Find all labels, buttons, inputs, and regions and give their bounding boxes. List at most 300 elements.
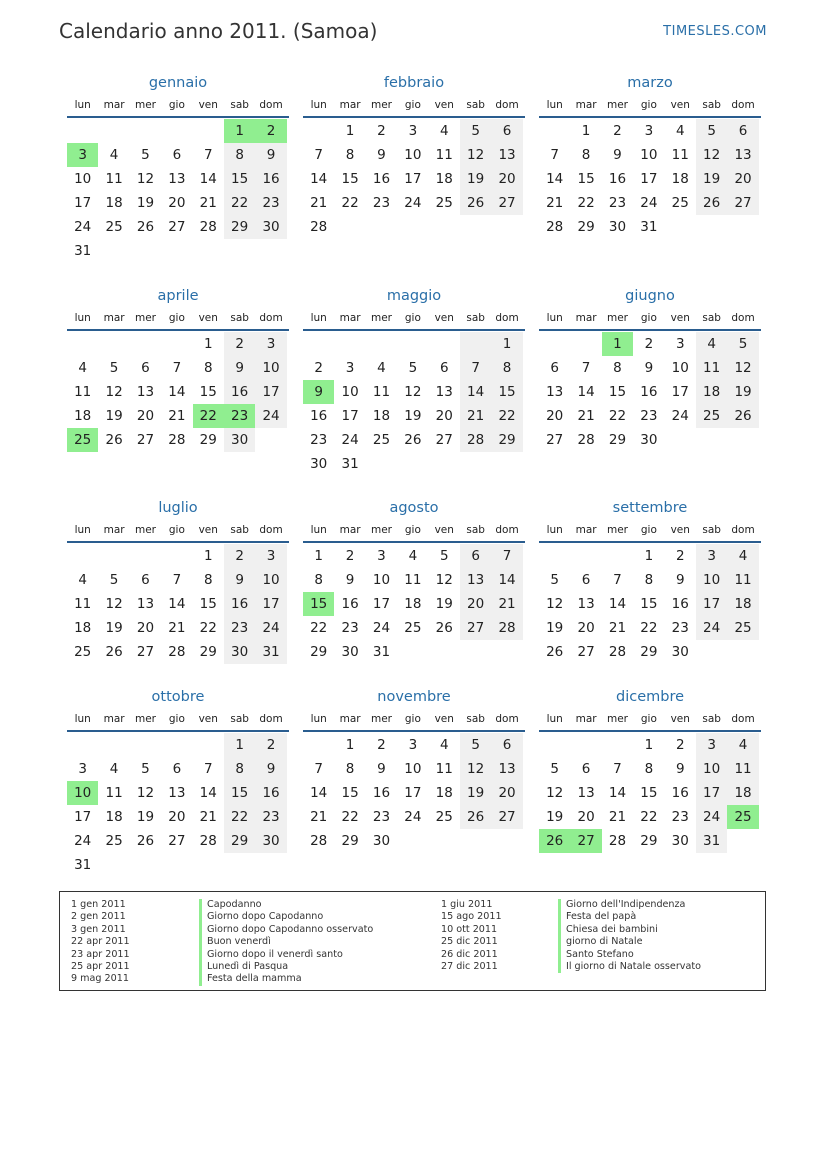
- day-cell: 1: [644, 548, 654, 564]
- empty-cell: [130, 733, 161, 757]
- day-cell: 6: [439, 360, 449, 376]
- empty-cell: [397, 829, 428, 853]
- day-cell: 18: [435, 171, 453, 187]
- month-dicembre: [539, 686, 761, 853]
- day-cell: 27: [577, 644, 595, 660]
- empty-cell: [130, 332, 161, 356]
- day-cell: 12: [696, 143, 727, 167]
- day-cell: 9: [613, 147, 622, 163]
- day-cell: 2: [377, 737, 386, 753]
- day-cell: 19: [136, 809, 155, 825]
- weekday-label: dom: [731, 99, 755, 111]
- day-cell: 30: [224, 640, 255, 664]
- day-cell: 4: [727, 544, 758, 568]
- weekday-label: ven: [198, 99, 218, 111]
- day-cell: 25: [435, 195, 453, 211]
- legend-dates-right: [441, 899, 502, 973]
- weekday-label: gio: [404, 713, 421, 725]
- day-cell: 25: [404, 620, 422, 636]
- day-cell: 18: [727, 592, 758, 616]
- day-cell: 8: [224, 757, 255, 781]
- day-grid: [67, 332, 289, 452]
- day-cell: 29: [199, 432, 217, 448]
- day-cell: 13: [435, 384, 453, 400]
- day-cell: 23: [608, 195, 627, 211]
- day-cell: 26: [404, 432, 422, 448]
- weekday-label: sab: [466, 99, 485, 111]
- weekday-label: ven: [434, 713, 454, 725]
- day-cell: 6: [550, 360, 559, 376]
- day-cell: 10: [372, 572, 391, 588]
- day-cell: 27: [168, 219, 186, 235]
- day-cell: 12: [546, 596, 564, 612]
- day-cell: 20: [460, 592, 491, 616]
- empty-cell: [727, 640, 758, 664]
- day-cell: 25: [105, 219, 123, 235]
- month-name: gennaio: [148, 75, 208, 91]
- day-cell: 19: [546, 620, 564, 636]
- day-cell: 16: [224, 592, 255, 616]
- empty-cell: [397, 640, 428, 664]
- weekday-header: [303, 307, 525, 331]
- day-cell: 20: [168, 809, 186, 825]
- day-cell: 30: [608, 219, 627, 235]
- empty-cell: [193, 239, 224, 263]
- day-cell: 15: [491, 380, 522, 404]
- day-cell: 19: [546, 809, 564, 825]
- day-cell: 5: [141, 761, 150, 777]
- day-cell: 26: [435, 620, 453, 636]
- day-cell: 22: [224, 191, 255, 215]
- month-febbraio: [303, 72, 525, 239]
- legend-holiday-name: Capodanno: [199, 899, 373, 911]
- day-cell: 7: [203, 761, 213, 777]
- empty-cell: [161, 544, 192, 568]
- day-cell: 7: [460, 356, 491, 380]
- day-cell: 9: [675, 761, 685, 777]
- day-cell: 28: [546, 219, 564, 235]
- legend-date: 1 gen 2011: [71, 899, 126, 910]
- day-cell: 1: [345, 737, 355, 753]
- day-cell: 11: [435, 147, 453, 163]
- empty-cell: [366, 332, 397, 356]
- day-cell: 22: [640, 620, 658, 636]
- empty-cell: [727, 215, 758, 239]
- day-cell: 19: [696, 167, 727, 191]
- weekday-label: sab: [466, 312, 485, 324]
- month-ottobre: [67, 686, 289, 877]
- holiday-legend: [59, 891, 766, 991]
- day-cell: 10: [696, 757, 727, 781]
- day-cell: 11: [696, 356, 727, 380]
- day-cell: 27: [435, 432, 453, 448]
- day-cell: 14: [199, 785, 217, 801]
- day-cell: 16: [255, 781, 286, 805]
- weekday-label: mer: [370, 99, 392, 111]
- day-cell: 7: [491, 544, 522, 568]
- day-cell: 28: [310, 219, 328, 235]
- empty-cell: [397, 452, 428, 476]
- day-cell: 27: [727, 191, 758, 215]
- empty-cell: [224, 239, 255, 263]
- month-maggio: [303, 285, 525, 476]
- weekday-label: mar: [103, 713, 125, 725]
- day-cell: 5: [460, 119, 491, 143]
- empty-cell: [98, 239, 129, 263]
- day-cell: 1: [203, 336, 213, 352]
- day-cell: 6: [141, 572, 150, 588]
- day-cell: 19: [727, 380, 758, 404]
- day-cell: 13: [168, 785, 186, 801]
- day-cell: 21: [168, 408, 186, 424]
- weekday-label: mar: [575, 99, 597, 111]
- legend-date: 22 apr 2011: [71, 936, 130, 948]
- weekday-label: dom: [495, 99, 519, 111]
- day-cell: 24: [74, 833, 92, 849]
- day-cell: 1: [345, 123, 355, 139]
- legend-date: 23 apr 2011: [71, 948, 130, 960]
- day-cell: 7: [314, 147, 323, 163]
- day-cell: 14: [577, 384, 595, 400]
- month-name: ottobre: [151, 689, 205, 705]
- day-cell: 24: [404, 809, 422, 825]
- weekday-label: dom: [259, 99, 283, 111]
- day-cell: 19: [404, 408, 422, 424]
- day-cell: 12: [136, 171, 155, 187]
- day-cell: 10: [74, 171, 92, 187]
- day-cell: 11: [372, 384, 391, 400]
- day-cell: 30: [372, 833, 391, 849]
- day-cell: 16: [640, 384, 658, 400]
- day-cell: 15: [199, 596, 217, 612]
- day-cell: 28: [608, 644, 627, 660]
- day-cell: 4: [696, 332, 727, 356]
- day-cell: 18: [105, 195, 123, 211]
- day-cell: 9: [345, 572, 355, 588]
- weekday-label: mar: [339, 312, 361, 324]
- day-cell: 23: [255, 805, 286, 829]
- day-cell: 19: [460, 167, 491, 191]
- legend-names-right: [558, 899, 701, 973]
- day-cell: 29: [640, 833, 658, 849]
- day-cell: 2: [224, 544, 255, 568]
- weekday-header: [303, 519, 525, 543]
- day-cell: 2: [255, 119, 286, 143]
- weekday-label: ven: [434, 99, 454, 111]
- empty-cell: [67, 332, 98, 356]
- legend-date: 15 ago 2011: [441, 911, 502, 923]
- legend-holiday-name: Lunedì di Pasqua: [199, 961, 373, 973]
- day-cell: 25: [372, 432, 391, 448]
- day-cell: 30: [341, 644, 359, 660]
- weekday-label: mar: [575, 524, 597, 536]
- day-cell: 23: [372, 809, 391, 825]
- day-cell: 28: [608, 833, 627, 849]
- empty-cell: [130, 544, 161, 568]
- day-cell: 10: [671, 360, 689, 376]
- day-cell: 4: [109, 147, 119, 163]
- day-cell: 12: [435, 572, 453, 588]
- empty-cell: [460, 829, 491, 853]
- day-cell: 14: [491, 568, 522, 592]
- day-cell: 6: [172, 761, 182, 777]
- day-cell: 22: [577, 195, 595, 211]
- weekday-label: mar: [103, 312, 125, 324]
- day-cell: 13: [460, 568, 491, 592]
- legend-holiday-name: Festa della mamma: [199, 973, 373, 985]
- day-cell: 16: [372, 171, 391, 187]
- month-name: marzo: [627, 75, 673, 91]
- day-cell: 29: [199, 644, 217, 660]
- day-cell: 3: [696, 544, 727, 568]
- day-cell: 22: [224, 805, 255, 829]
- day-cell: 28: [577, 432, 595, 448]
- day-cell: 4: [78, 572, 87, 588]
- empty-cell: [491, 829, 522, 853]
- day-cell: 31: [74, 857, 92, 873]
- day-cell: 26: [696, 191, 727, 215]
- weekday-label: dom: [495, 713, 519, 725]
- day-cell: 19: [105, 620, 123, 636]
- weekday-header: [67, 94, 289, 118]
- day-cell: 5: [550, 572, 559, 588]
- weekday-label: ven: [670, 713, 690, 725]
- legend-dates-left: [71, 899, 130, 986]
- day-cell: 14: [168, 596, 186, 612]
- day-cell: 21: [577, 408, 595, 424]
- day-cell: 26: [546, 644, 564, 660]
- day-cell: 3: [696, 733, 727, 757]
- day-cell: 15: [608, 384, 627, 400]
- day-cell: 24: [74, 219, 92, 235]
- day-cell: 12: [136, 785, 155, 801]
- day-cell: 29: [491, 428, 522, 452]
- day-cell: 19: [435, 596, 453, 612]
- month-name: novembre: [377, 689, 451, 705]
- day-cell: 14: [608, 785, 627, 801]
- day-cell: 15: [577, 171, 595, 187]
- month-name: agosto: [389, 500, 439, 516]
- day-cell: 28: [199, 219, 217, 235]
- day-cell: 12: [105, 384, 123, 400]
- weekday-header: [303, 94, 525, 118]
- empty-cell: [539, 332, 570, 356]
- weekday-label: sab: [702, 524, 721, 536]
- day-cell: 22: [193, 404, 224, 428]
- day-cell: 22: [310, 620, 328, 636]
- empty-cell: [130, 853, 161, 877]
- day-cell: 7: [172, 360, 182, 376]
- day-cell: 20: [577, 620, 595, 636]
- day-cell: 22: [341, 809, 359, 825]
- day-cell: 21: [608, 620, 627, 636]
- day-cell: 13: [727, 143, 758, 167]
- day-cell: 5: [439, 548, 449, 564]
- day-cell: 1: [224, 733, 255, 757]
- day-cell: 9: [675, 572, 685, 588]
- day-cell: 24: [640, 195, 658, 211]
- empty-cell: [460, 640, 491, 664]
- day-cell: 10: [640, 147, 658, 163]
- empty-cell: [67, 733, 98, 757]
- day-cell: 11: [435, 761, 453, 777]
- month-aprile: [67, 285, 289, 452]
- empty-cell: [429, 215, 460, 239]
- day-cell: 26: [136, 219, 155, 235]
- weekday-label: dom: [495, 524, 519, 536]
- day-cell: 2: [675, 548, 685, 564]
- day-cell: 17: [341, 408, 359, 424]
- day-cell: 18: [696, 380, 727, 404]
- legend-holiday-name: Giorno dell'Indipendenza: [558, 899, 701, 911]
- day-cell: 28: [168, 644, 186, 660]
- day-cell: 4: [377, 360, 386, 376]
- weekday-label: dom: [259, 713, 283, 725]
- day-cell: 23: [310, 432, 328, 448]
- weekday-label: lun: [310, 312, 327, 324]
- day-cell: 20: [491, 167, 522, 191]
- weekday-header: [67, 519, 289, 543]
- day-cell: 21: [310, 195, 328, 211]
- day-cell: 30: [671, 644, 689, 660]
- day-cell: 27: [491, 191, 522, 215]
- day-grid: [303, 119, 525, 239]
- weekday-label: dom: [495, 312, 519, 324]
- day-cell: 11: [671, 147, 689, 163]
- empty-cell: [539, 733, 570, 757]
- day-grid: [303, 733, 525, 853]
- weekday-label: mar: [103, 99, 125, 111]
- day-cell: 17: [372, 596, 391, 612]
- weekday-label: mar: [339, 99, 361, 111]
- day-cell: 14: [310, 171, 328, 187]
- day-cell: 11: [727, 568, 758, 592]
- day-cell: 21: [199, 809, 217, 825]
- weekday-label: gio: [168, 524, 185, 536]
- day-cell: 7: [613, 761, 622, 777]
- day-cell: 3: [644, 123, 654, 139]
- empty-cell: [460, 452, 491, 476]
- day-cell: 12: [404, 384, 422, 400]
- site-link[interactable]: TIMESLES.COM: [663, 24, 767, 39]
- empty-cell: [98, 119, 129, 143]
- legend-holiday-name: Giorno dopo Capodanno osservato: [199, 924, 373, 936]
- empty-cell: [602, 733, 633, 757]
- day-cell: 30: [255, 215, 286, 239]
- empty-cell: [696, 215, 727, 239]
- empty-cell: [429, 640, 460, 664]
- day-cell: 26: [727, 404, 758, 428]
- empty-cell: [539, 119, 570, 143]
- day-cell: 15: [224, 167, 255, 191]
- month-name: febbraio: [383, 75, 445, 91]
- day-cell: 29: [310, 644, 328, 660]
- day-cell: 8: [581, 147, 591, 163]
- month-name: settembre: [612, 500, 688, 516]
- day-cell: 1: [491, 332, 522, 356]
- day-grid: [539, 544, 761, 664]
- day-cell: 18: [435, 785, 453, 801]
- day-cell: 25: [696, 404, 727, 428]
- month-settembre: [539, 497, 761, 664]
- day-cell: 15: [199, 384, 217, 400]
- day-cell: 13: [136, 384, 155, 400]
- day-cell: 27: [460, 616, 491, 640]
- day-cell: 18: [105, 809, 123, 825]
- day-cell: 26: [105, 432, 123, 448]
- day-cell: 23: [224, 404, 255, 428]
- weekday-label: mar: [103, 524, 125, 536]
- day-cell: 8: [491, 356, 522, 380]
- empty-cell: [161, 119, 192, 143]
- empty-cell: [397, 332, 428, 356]
- empty-cell: [161, 239, 192, 263]
- day-cell: 11: [727, 757, 758, 781]
- day-cell: 4: [439, 737, 449, 753]
- day-cell: 30: [671, 833, 689, 849]
- day-cell: 3: [67, 143, 98, 167]
- weekday-label: gio: [168, 713, 185, 725]
- day-cell: 7: [581, 360, 591, 376]
- empty-cell: [98, 332, 129, 356]
- empty-cell: [98, 544, 129, 568]
- day-cell: 16: [224, 380, 255, 404]
- empty-cell: [161, 332, 192, 356]
- weekday-label: gio: [168, 312, 185, 324]
- day-cell: 3: [255, 544, 286, 568]
- day-cell: 13: [546, 384, 564, 400]
- month-novembre: [303, 686, 525, 853]
- day-cell: 19: [136, 195, 155, 211]
- day-cell: 24: [671, 408, 689, 424]
- day-cell: 8: [345, 147, 355, 163]
- day-cell: 10: [255, 356, 286, 380]
- weekday-label: lun: [546, 713, 563, 725]
- weekday-label: gio: [404, 312, 421, 324]
- day-cell: 24: [404, 195, 422, 211]
- day-cell: 10: [404, 761, 422, 777]
- day-cell: 5: [696, 119, 727, 143]
- day-cell: 5: [460, 733, 491, 757]
- day-cell: 6: [491, 119, 522, 143]
- day-cell: 8: [644, 572, 654, 588]
- empty-cell: [570, 544, 601, 568]
- month-name: maggio: [386, 288, 442, 304]
- day-cell: 14: [608, 596, 627, 612]
- day-cell: 3: [408, 123, 418, 139]
- day-cell: 29: [224, 215, 255, 239]
- day-cell: 11: [105, 171, 123, 187]
- day-cell: 5: [109, 360, 119, 376]
- day-cell: 30: [224, 428, 255, 452]
- month-luglio: [67, 497, 289, 664]
- day-grid: [303, 544, 525, 664]
- legend-date: 9 mag 2011: [71, 973, 129, 985]
- day-cell: 29: [224, 829, 255, 853]
- day-cell: 1: [314, 548, 323, 564]
- empty-cell: [334, 332, 365, 356]
- day-cell: 25: [105, 833, 123, 849]
- day-cell: 1: [602, 332, 633, 356]
- day-cell: 24: [372, 620, 391, 636]
- legend-names-left: [199, 899, 373, 986]
- weekday-label: gio: [640, 99, 657, 111]
- day-cell: 31: [255, 640, 286, 664]
- day-cell: 2: [345, 548, 355, 564]
- day-cell: 6: [460, 544, 491, 568]
- day-cell: 18: [404, 596, 422, 612]
- day-cell: 2: [314, 360, 323, 376]
